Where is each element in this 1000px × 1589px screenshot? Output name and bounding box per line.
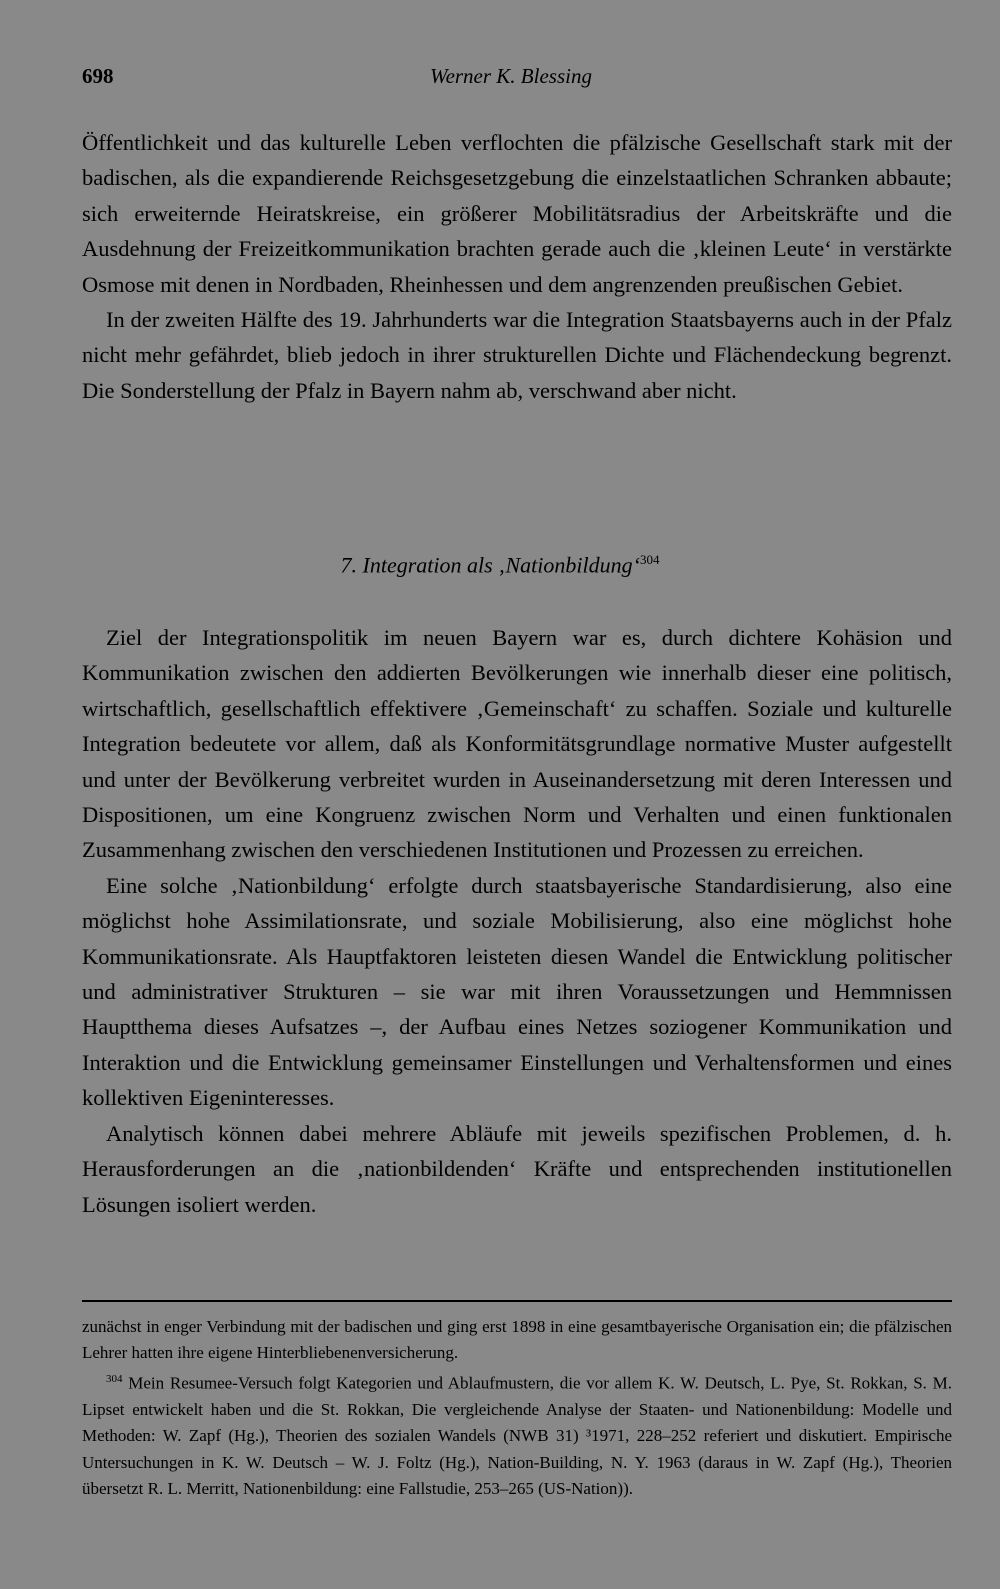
footnote-number: 304 bbox=[106, 1373, 123, 1386]
running-author: Werner K. Blessing bbox=[430, 64, 592, 88]
paragraph: Analytisch können dabei mehrere Abläufe mit jeweils spezifischen Problemen, d. h. Herausforderungen an die ‚nationbildenden‘ Kräfte und entsprechenden institutionellen Lösungen isoliert werden. bbox=[82, 1120, 952, 1217]
section-heading bbox=[0, 552, 1000, 578]
footnote-marker: 304 bbox=[639, 552, 660, 567]
section-title: 7. Integration als ‚Nationbildung‘ bbox=[340, 552, 640, 578]
section-body bbox=[82, 620, 952, 1222]
footnotes bbox=[82, 1314, 952, 1502]
continued-text bbox=[82, 125, 952, 408]
paragraph: Öffentlichkeit und das kulturelle Leben verflochten die pfälzische Gesellschaft stark mit der badischen, als die expandierende Reichsgesetzgebung die einzelstaatlichen Schranken abbaute; sich erweiternde Heiratskreise, ein größerer Mobilitätsradius der Arbeitskräfte und die Ausdehnung der Freizeitkommunikation brachten gerade auch die ‚kleinen Leute‘ in verstärkte Osmose mit denen in Nordbaden, Rheinhessen und dem angrenzenden preußischen Gebiet. bbox=[82, 130, 952, 297]
paragraph: Ziel der Integrationspolitik im neuen Bayern war es, durch dichtere Kohäsion und Kommunikation zwischen den addierten Bevölkerungen wie innerhalb dieser eine politisch, wirtschaftlich, gesellschaftlich effektivere ‚Gemeinschaft‘ zu schaffen. Soziale und kulturelle Integration bedeutete vor allem, daß als Konformitätsgrundlage normative Muster aufgestellt und unter der Bevölkerung verbreitet wurden in Auseinandersetzung mit deren Interessen und Dispositionen, um eine Kongruenz zwischen Norm und Verhalten und einen funktionalen Zusammenhang zwischen den verschiedenen Institutionen und Prozessen zu erreichen. bbox=[82, 625, 952, 863]
running-header bbox=[82, 64, 940, 94]
footnote-continued: zunächst in enger Verbindung mit der badischen und ging erst 1898 in eine gesamtbayerische Organisation ein; die pfälzischen Lehrer hatten ihre eigene Hinterbliebenenversicherung. bbox=[82, 1317, 952, 1363]
page-number: 698 bbox=[82, 64, 114, 88]
footnote-text: Mein Resumee-Versuch folgt Kategorien und Ablaufmustern, die vor allem K. W. Deutsch, L. Pye, St. Rokkan, S. M. Lipset entwickelt haben und die St. Rokkan, Die vergleichende Analyse der Staaten- und Nationenbildung: Modelle und Methoden: W. Zapf (Hg.), Theorien des sozialen Wandels (NWB 31) ³1971, 228–252 referiert und diskutiert. Empirische Untersuchungen in K. W. Deutsch – W. J. Foltz (Hg.), Nation-Building, N. Y. 1963 (daraus in W. Zapf (Hg.), Theorien übersetzt R. L. Merritt, Nationenbildung: eine Fallstudie, 253–265 (US-Nation)). bbox=[82, 1374, 953, 1498]
paragraph: In der zweiten Hälfte des 19. Jahrhunderts war die Integration Staatsbayerns auch in der Pfalz nicht mehr gefährdet, blieb jedoch in ihrer strukturellen Dichte und Flächendeckung begrenzt. Die Sonderstellung der Pfalz in Bayern nahm ab, verschwand aber nicht. bbox=[82, 307, 952, 403]
paragraph: Eine solche ‚Nationbildung‘ erfolgte durch staatsbayerische Standardisierung, also eine möglichst hohe Assimilationsrate, und soziale Mobilisierung, also eine möglichst hohe Kommunikationsrate. Als Hauptfaktoren leisteten diesen Wandel die Entwicklung politischer und administrativer Strukturen – sie war mit ihren Voraussetzungen und Hemmnissen Hauptthema dieses Aufsatzes –, der Aufbau eines Netzes soziogener Kommunikation und Interaktion und die Entwicklung gemeinsamer Einstellungen und Verhaltensformen und eines kollektiven Eigeninteresses. bbox=[82, 872, 952, 1111]
footnote-divider bbox=[82, 1300, 952, 1302]
footnote-304 bbox=[82, 1366, 952, 1502]
